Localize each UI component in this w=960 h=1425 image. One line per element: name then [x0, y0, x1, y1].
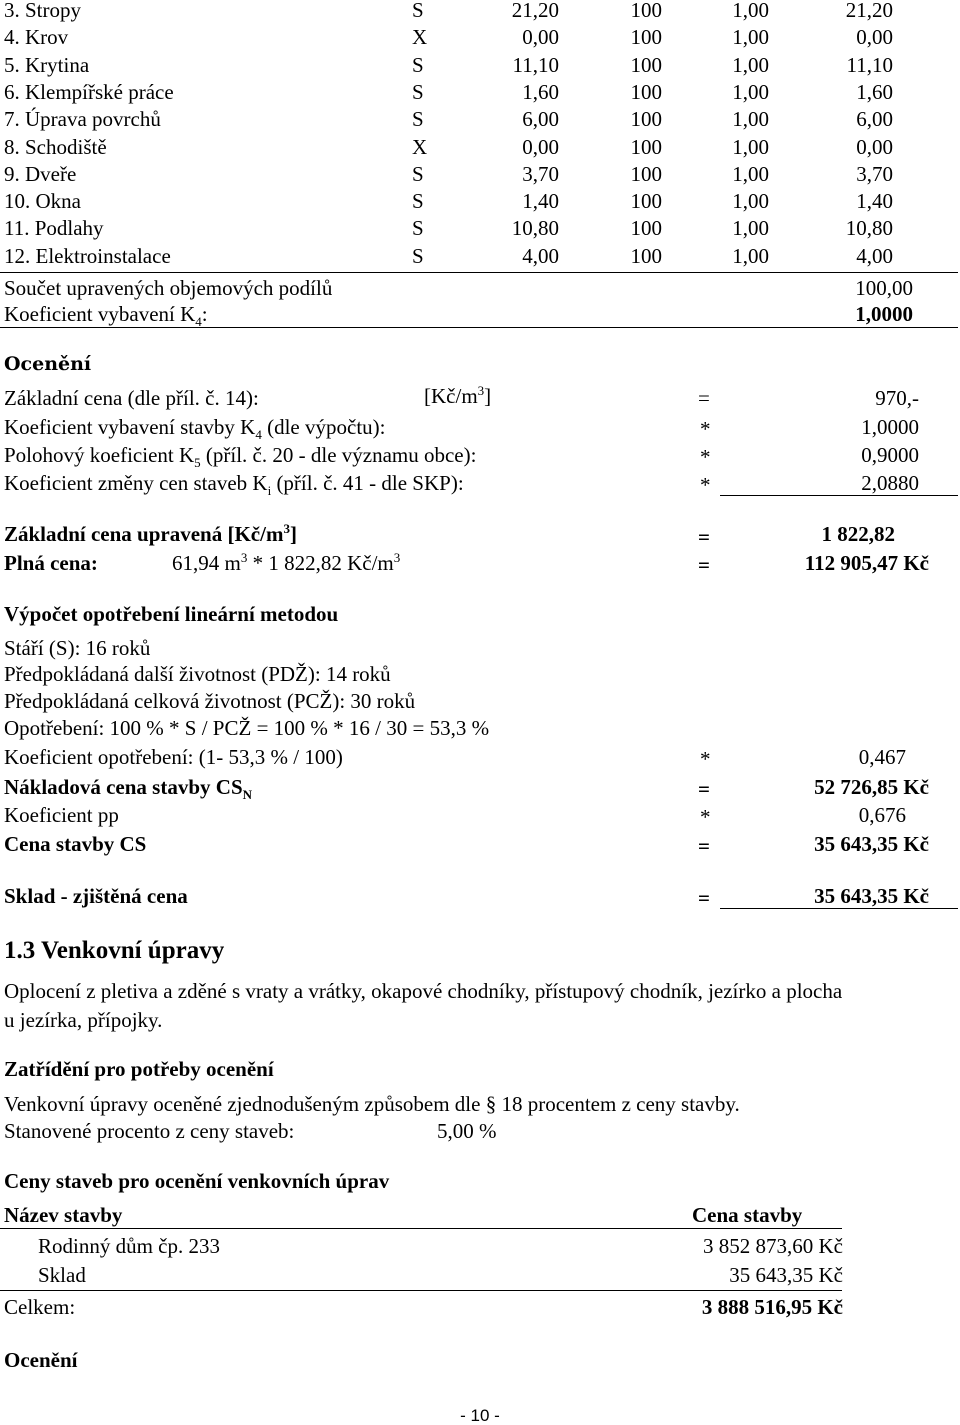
row-percent: 100	[630, 243, 662, 268]
ceny-title: Ceny staveb pro ocenění venkovních úprav	[4, 1169, 390, 1193]
stan-label: Stanovené procento z ceny staveb:	[4, 1119, 295, 1143]
row-coef: 1,00	[732, 161, 769, 186]
row-coef: 1,00	[732, 79, 769, 104]
kz-op: *	[700, 473, 711, 497]
row-percent: 100	[630, 189, 662, 214]
row-share: 6,00	[522, 107, 559, 132]
row-share: 21,20	[511, 0, 559, 22]
row-name: 4. Krov	[4, 25, 69, 50]
row-name: 12. Elektroinstalace	[4, 243, 171, 268]
row-result: 6,00	[856, 107, 893, 132]
cs-label: Cena stavby CS	[4, 832, 147, 856]
row-percent: 100	[630, 134, 662, 159]
list-item-name: Rodinný dům čp. 233	[38, 1234, 220, 1258]
kpp-label: Koeficient pp	[4, 803, 119, 827]
row-type: S	[412, 0, 424, 22]
row-percent: 100	[630, 107, 662, 132]
row-result: 10,80	[845, 216, 893, 241]
ko-op: *	[700, 747, 711, 771]
row-result: 3,70	[856, 161, 893, 186]
ncs-op: =	[698, 777, 710, 801]
plna-value: 112 905,47 Kč	[804, 551, 929, 575]
row-name: 5. Krytina	[4, 52, 90, 77]
ncs-label: Nákladová cena stavby $CS_N$	[4, 775, 253, 803]
row-type: S	[412, 79, 424, 104]
row-percent: 100	[630, 0, 662, 22]
row-type: S	[412, 216, 424, 241]
row-type: S	[412, 161, 424, 186]
row-share: 0,00	[522, 25, 559, 50]
row-type: X	[412, 25, 428, 50]
k4-divider	[0, 327, 958, 328]
row-coef: 1,00	[732, 52, 769, 77]
row-result: 1,60	[856, 79, 893, 104]
row-percent: 100	[630, 79, 662, 104]
row-type: X	[412, 134, 428, 159]
zakl-label: Základní cena (dle příl. č. 14):	[4, 386, 259, 410]
row-share: 11,10	[512, 52, 559, 77]
header-divider	[0, 1228, 842, 1229]
ko-label: Koeficient opotřebení: (1- 53,3 % / 100)	[4, 745, 343, 769]
desc-line-1: Oplocení z pletiva a zděné s vraty a vrátky, okapové chodníky, přístupový chodník, jezírko a plocha	[4, 979, 843, 1003]
zakl-op: =	[698, 386, 710, 410]
pdz: Předpokládaná další životnost (PDŽ): 14 roků	[4, 662, 391, 686]
row-coef: 1,00	[732, 25, 769, 50]
celkem-label: Celkem:	[4, 1295, 76, 1319]
col-price-header: Cena stavby	[692, 1203, 803, 1227]
desc-line-2: u jezírka, přípojky.	[4, 1008, 163, 1032]
page-number: - 10 -	[460, 1406, 500, 1425]
cs-op: =	[698, 834, 710, 858]
sklad-op: =	[698, 886, 710, 910]
row-result: 1,40	[856, 189, 893, 214]
row-result: 4,00	[856, 243, 893, 268]
list-item-name: Sklad	[38, 1262, 86, 1287]
row-result: 11,10	[846, 52, 893, 77]
table-divider	[0, 272, 958, 273]
row-percent: 100	[630, 52, 662, 77]
sklad-label: Sklad - zjištěná cena	[4, 884, 188, 908]
zcu-label: Základní cena upravená $[Kč/m^3]$	[4, 521, 297, 546]
sklad-value: 35 643,35 Kč	[814, 884, 929, 908]
plna-op: =	[698, 553, 710, 577]
row-coef: 1,00	[732, 216, 769, 241]
row-name: 9. Dveře	[4, 161, 77, 186]
row-name: 11. Podlahy	[4, 216, 104, 241]
list-item-price: 35 643,35 Kč	[729, 1262, 843, 1287]
k4-label: Koeficient vybavení $K_4$:	[4, 302, 208, 330]
row-result: 21,20	[845, 0, 893, 22]
oceneni2-title: Ocenění	[4, 1348, 78, 1372]
section-title: 1.3 Venkovní úpravy	[4, 937, 225, 964]
row-coef: 1,00	[732, 189, 769, 214]
row-type: S	[412, 52, 424, 77]
zcu-op: =	[698, 525, 710, 549]
opot-title: Výpočet opotřebení lineární metodou	[4, 602, 339, 626]
kv-op: *	[700, 417, 711, 441]
pk-op: *	[700, 445, 711, 469]
row-share: 0,00	[522, 134, 559, 159]
kpp-op: *	[700, 805, 711, 829]
row-percent: 100	[630, 161, 662, 186]
sum-label: Součet upravených objemových podílů	[4, 276, 333, 300]
row-coef: 1,00	[732, 107, 769, 132]
kpp-value: 0,676	[858, 803, 906, 827]
plna-label: Plná cena:	[4, 551, 98, 575]
list-item-price: 3 852 873,60 Kč	[703, 1234, 843, 1258]
zakl-value: 970,-	[875, 386, 919, 410]
opot-calc: Opotřebení: 100 % * S / PCŽ = 100 % * 16 / 30 = 53,3 %	[4, 716, 490, 740]
ko-value: 0,467	[858, 745, 906, 769]
celkem-value: 3 888 516,95 Kč	[701, 1295, 843, 1319]
row-coef: 1,00	[732, 134, 769, 159]
row-share: 3,70	[522, 161, 559, 186]
stari: Stáří (S): 16 roků	[4, 636, 151, 660]
pk-label: Polohový koeficient $K_5$ (příl. č. 20 - dle významu obce):	[4, 443, 477, 471]
row-name: 7. Úprava povrchů	[4, 107, 161, 132]
kz-value: 2,0880	[861, 471, 919, 495]
row-name: 3. Stropy	[4, 0, 82, 22]
row-type: S	[412, 107, 424, 132]
row-name: 8. Schodiště	[4, 134, 107, 159]
row-share: 4,00	[522, 243, 559, 268]
zatr-text: Venkovní úpravy oceněné zjednodušeným způsobem dle § 18 procentem z ceny stavby.	[4, 1092, 740, 1116]
oceneni-title: Ocenění	[4, 353, 92, 375]
row-result: 0,00	[856, 134, 893, 159]
row-share: 1,40	[522, 189, 559, 214]
kv-label: Koeficient vybavení stavby $K_4$ (dle výpočtu):	[4, 415, 386, 443]
pcz: Předpokládaná celková životnost (PCŽ): 30 roků	[4, 689, 416, 713]
row-share: 1,60	[522, 79, 559, 104]
sum-value: 100,00	[855, 276, 913, 300]
kz-label: Koeficient změny cen staveb $K_i$ (příl. č. 41 - dle SKP):	[4, 471, 464, 499]
plna-calc: 61,94 $m^3 * 1$ 822,82 $Kč/m^3$	[172, 550, 401, 575]
zakl-unit: $[Kč/m^3]$	[424, 383, 492, 408]
zatr-title: Zatřídění pro potřeby ocenění	[4, 1057, 274, 1081]
cs-value: 35 643,35 Kč	[814, 832, 929, 856]
kv-value: 1,0000	[861, 415, 919, 439]
row-name: 10. Okna	[4, 189, 81, 214]
row-share: 10,80	[511, 216, 559, 241]
row-coef: 1,00	[732, 0, 769, 22]
pk-value: 0,9000	[861, 443, 919, 467]
row-result: 0,00	[856, 25, 893, 50]
row-type: S	[412, 243, 424, 268]
col-name-header: Název stavby	[4, 1203, 123, 1227]
row-percent: 100	[630, 216, 662, 241]
zcu-value: 1 822,82	[821, 522, 895, 546]
stan-value: 5,00 %	[437, 1119, 497, 1143]
row-name: 6. Klempířské práce	[4, 79, 174, 104]
sum-underline	[720, 495, 958, 496]
row-percent: 100	[630, 25, 662, 50]
row-type: S	[412, 189, 424, 214]
total-divider	[0, 1290, 842, 1291]
k4-value: 1,0000	[855, 302, 913, 326]
ncs-value: 52 726,85 Kč	[814, 775, 929, 799]
row-coef: 1,00	[732, 243, 769, 268]
sklad-underline	[720, 908, 958, 909]
